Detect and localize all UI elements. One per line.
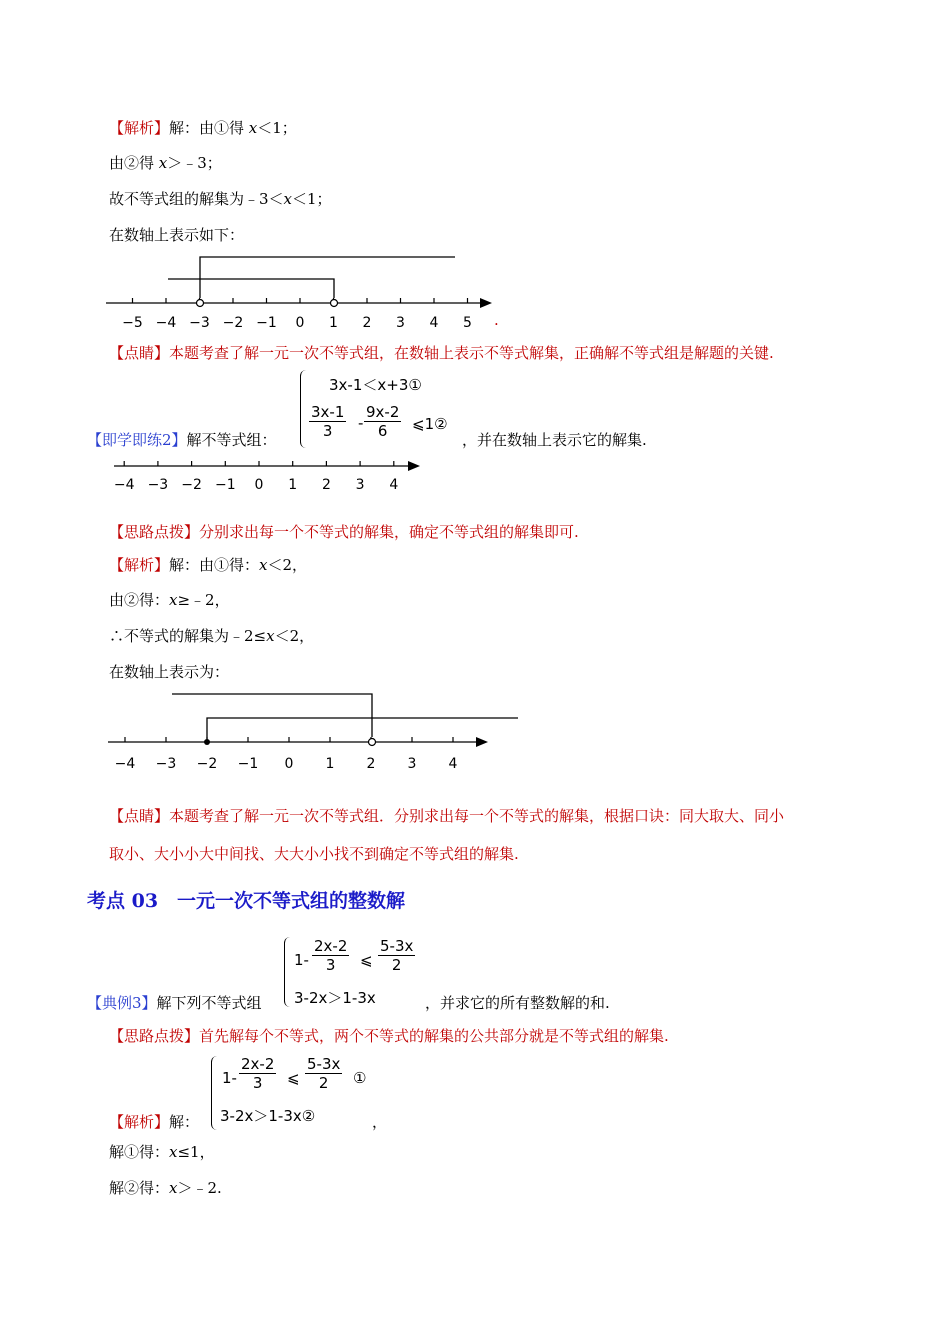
ex2-solution-line4: 在数轴上表示如下：	[109, 226, 245, 244]
example3-eq2: 3-2x＞1-3x	[294, 989, 376, 1007]
hint-tag: 【思路点拨】	[109, 1027, 200, 1045]
tick-label: 2	[321, 477, 331, 493]
practice2-solution-line1: 【解析】解：由①得：x＜2，	[109, 556, 308, 574]
example3-frac1: $\frac{2x-2}{3}$	[314, 937, 348, 974]
tick-label: −4	[114, 756, 136, 772]
axis-arrow	[408, 461, 420, 471]
comment-tag: 【点睛】	[109, 344, 170, 362]
example3-eq1-rel: ⩽	[360, 951, 373, 969]
tick-label: 3	[355, 477, 365, 493]
example3-sol-eq2: 3-2x＞1-3x②	[220, 1107, 316, 1125]
example3-sol-frac2: $\frac{5-3x}{2}$	[307, 1055, 341, 1092]
example3-step2: 解②得：x＞﹣2.	[109, 1179, 222, 1197]
tick-label: 4	[429, 315, 439, 331]
example3-sol-eq1-mark: ①	[353, 1069, 367, 1087]
practice2-brace	[300, 370, 309, 448]
tick-label: −1	[237, 756, 259, 772]
analysis-tag: 【解析】	[109, 556, 170, 574]
tick-label: −2	[222, 315, 244, 331]
axis-arrow	[480, 298, 492, 308]
tick-label: −3	[147, 477, 169, 493]
practice2-eq2-rhs: ⩽1②	[412, 415, 448, 433]
ray-x-greater-than-neg3	[200, 257, 455, 298]
numberline1-trailing-dot: .	[494, 311, 499, 329]
tick-label: 4	[448, 756, 458, 772]
practice-tag: 【即学即练2】	[87, 431, 187, 449]
tick-label: −2	[181, 477, 202, 493]
number-line-1	[100, 252, 520, 334]
example3-solution-brace	[211, 1056, 220, 1130]
example3-label: 【典例3】解下列不等式组	[87, 994, 262, 1012]
open-point-1	[331, 300, 338, 307]
ray-x-less-than-1	[168, 279, 334, 298]
practice2-comment-line1: 【点睛】本题考查了解一元一次不等式组．分别求出每一个不等式的解集，根据口诀：同大取大、同小	[109, 807, 785, 825]
ray-x-geq-neg2	[207, 718, 518, 742]
analysis-tag: 【解析】	[109, 119, 170, 137]
ex2-solution-line3: 故不等式组的解集为﹣3＜x＜1；	[109, 190, 332, 208]
tick-label: 1	[325, 756, 335, 772]
tick-label: 3	[407, 756, 417, 772]
example3-hint: 【思路点拨】首先解每个不等式，两个不等式的解集的公共部分就是不等式组的解集.	[109, 1027, 669, 1045]
tick-label: 1	[288, 477, 298, 493]
tick-label: 0	[254, 477, 264, 493]
example3-sol-eq1-rel: ⩽	[287, 1069, 300, 1087]
example3-solution-comma: ，	[372, 1113, 388, 1131]
practice2-solution-line4: 在数轴上表示为：	[109, 663, 230, 681]
practice2-minus: -	[358, 414, 364, 432]
tick-label: −1	[256, 315, 277, 331]
tick-label: −2	[196, 756, 218, 772]
tick-label: 3	[396, 315, 405, 331]
practice2-comment-line2: 取小、大小小大中间找、大大小小找不到确定不等式组的解集.	[109, 845, 519, 863]
section-title: 考点 03 一元一次不等式组的整数解	[87, 890, 406, 912]
practice2-eq1: 3x-1＜x+3①	[329, 376, 422, 394]
tick-label: 0	[295, 315, 305, 331]
number-line-2	[100, 452, 440, 497]
tick-label: −4	[155, 315, 177, 331]
practice2-solution-line2: 由②得：x≥﹣2，	[109, 591, 230, 609]
example-tag: 【典例3】	[87, 994, 157, 1012]
practice2-label: 【即学即练2】解不等式组：	[87, 431, 277, 449]
tick-label: 5	[463, 315, 472, 331]
example3-brace	[284, 937, 293, 1007]
tick-label: −3	[189, 315, 210, 331]
example3-frac2: $\frac{5-3x}{2}$	[380, 937, 414, 974]
practice2-solution-line3: ∴不等式的解集为﹣2≤x＜2，	[109, 627, 315, 645]
example3-step1: 解①得：x≤1，	[109, 1143, 215, 1161]
ray-x-less-than-2	[172, 694, 372, 737]
ex2-solution-line1: 【解析】解：由①得 x＜1；	[109, 119, 297, 137]
example3-sol-eq1-lhs: 1-	[222, 1069, 237, 1087]
hint-tag: 【思路点拨】	[109, 523, 200, 541]
example3-sol-frac1: $\frac{2x-2}{3}$	[241, 1055, 275, 1092]
open-point-neg3	[197, 300, 204, 307]
example3-eq1-lhs: 1-	[294, 951, 309, 969]
example3-solution-label: 【解析】解：	[109, 1113, 200, 1131]
example3-post: ，并求它的所有整数解的和.	[425, 994, 610, 1012]
tick-label: 1	[329, 315, 338, 331]
tick-label: 2	[362, 315, 372, 331]
tick-label: 4	[389, 477, 399, 493]
ex2-solution-line2: 由②得 x＞﹣3；	[109, 154, 222, 172]
comment-tag: 【点睛】	[109, 807, 170, 825]
tick-label: −4	[113, 477, 135, 493]
axis-arrow	[476, 737, 488, 747]
tick-label: −5	[122, 315, 143, 331]
practice2-frac2: $\frac{9x-2}{6}$	[366, 403, 400, 440]
closed-point-neg2	[204, 739, 210, 745]
tick-label: −3	[155, 756, 177, 772]
practice2-frac1: $\frac{3x-1}{3}$	[311, 403, 345, 440]
tick-label: 0	[284, 756, 294, 772]
ex2-comment: 【点睛】本题考查了解一元一次不等式组，在数轴上表示不等式解集，正确解不等式组是解题的关键.	[109, 344, 774, 362]
practice2-hint: 【思路点拨】分别求出每一个不等式的解集，确定不等式组的解集即可.	[109, 523, 579, 541]
analysis-tag: 【解析】	[109, 1113, 170, 1131]
tick-label: 2	[366, 756, 376, 772]
tick-label: −1	[214, 477, 236, 493]
open-point-2	[369, 739, 376, 746]
practice2-post: ，并在数轴上表示它的解集.	[462, 431, 647, 449]
number-line-3	[100, 688, 540, 778]
